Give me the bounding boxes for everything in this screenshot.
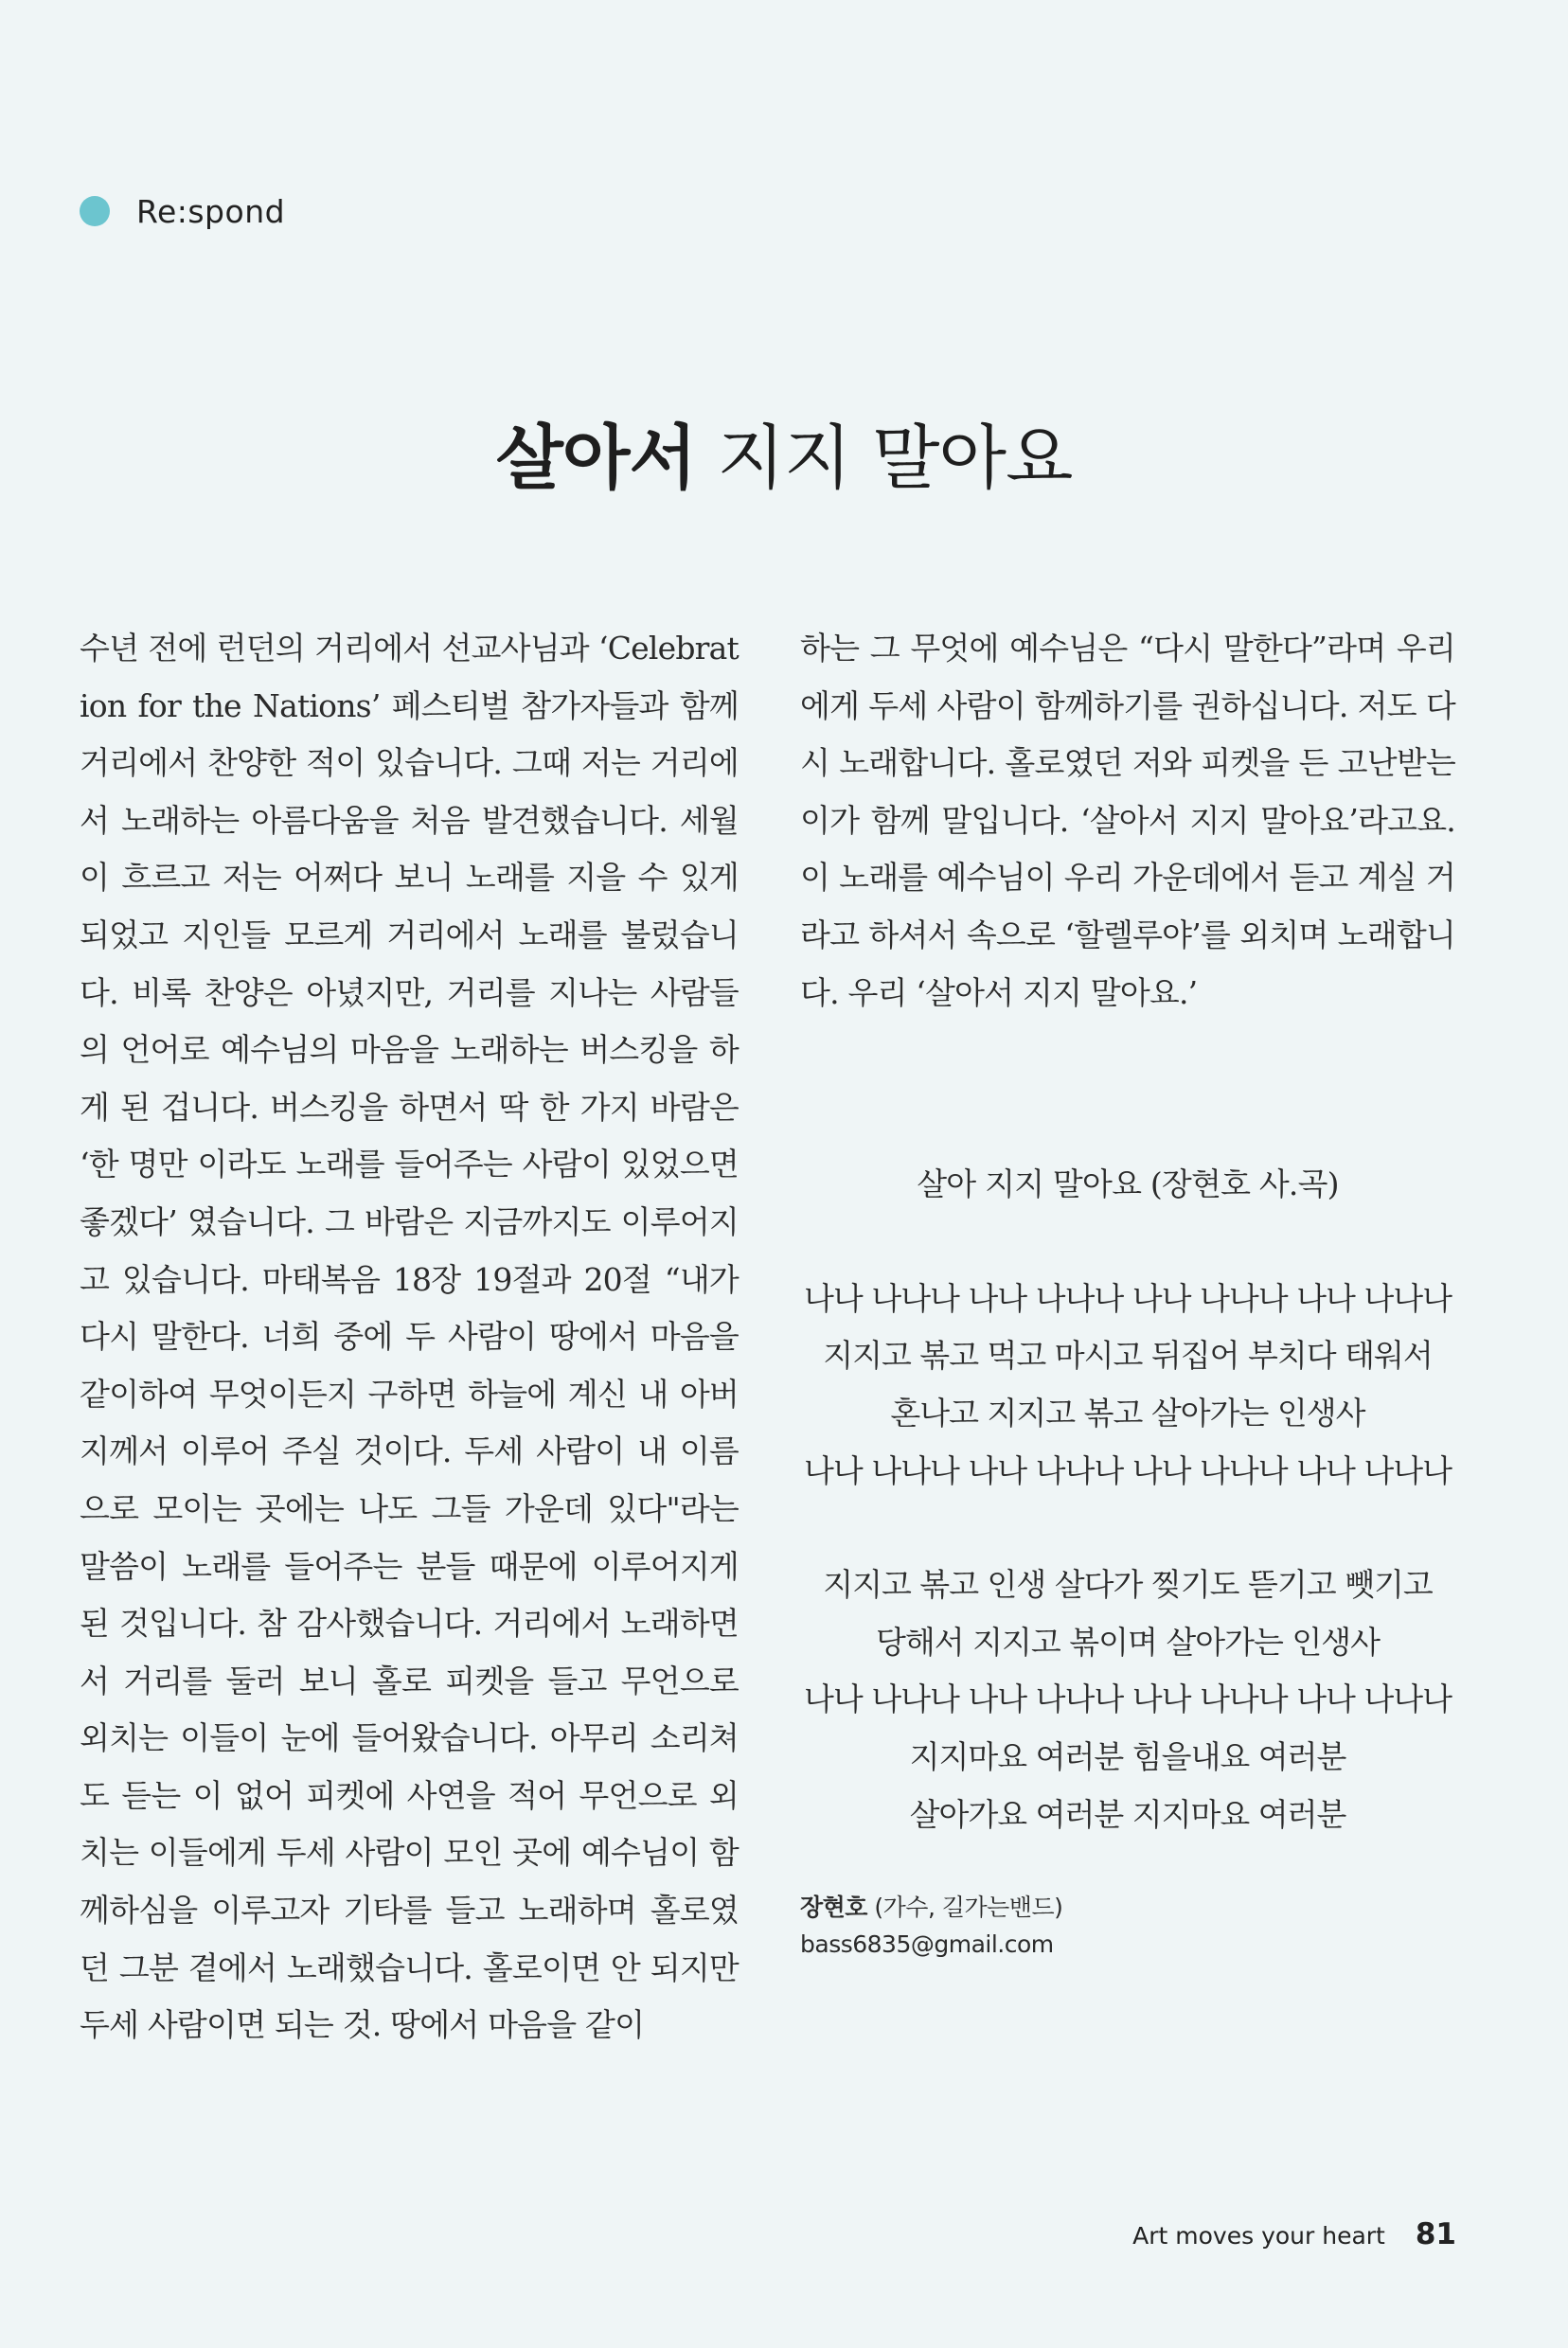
author-role: (가수, 길가는밴드) (874, 1894, 1063, 1922)
author-byline (800, 1889, 1455, 1926)
page-number: 81 (1415, 2217, 1456, 2251)
footer-tagline: Art moves your heart (1132, 2222, 1385, 2250)
author-email[interactable]: bass6835@gmail.com (800, 1930, 1054, 1959)
lyric-line: 나나 나나나 나나 나나나 나나 나나나 나나 나나나 (804, 1451, 1452, 1489)
article-title (0, 402, 1568, 503)
lyrics-title: 살아 지지 말아요 (장현호 사.곡) (917, 1165, 1339, 1203)
article-body-right: 하는 그 무엇에 예수님은 “다시 말한다”라며 우리에게 두세 사람이 함께하기를 권하십니다. 저도 다시 노래합니다. 홀로였던 저와 피켓을 든 고난받는 이가 함께 말입니다. ‘살아서 지지 말아요’라고요. 이 노래를 예수님이 우리 가운데에서 듣고 계실 거라고 하셔서 속으로 ‘할렐루야’를 외치며 노래합니다. 우리 ‘살아서 지지 말아요.’ (800, 630, 1455, 1011)
lyric-line: 지지마요 여러분 힘을내요 여러분 (909, 1737, 1346, 1775)
page-footer (1132, 2217, 1456, 2251)
article-title-rest: 지지 말아요 (695, 418, 1073, 499)
lyrics-verse-1 (800, 1271, 1455, 1500)
author-name: 장현호 (800, 1894, 867, 1922)
lyric-line: 살아가요 여러분 지지마요 여러분 (909, 1795, 1346, 1833)
lyric-line: 혼나고 지지고 볶고 살아가는 인생사 (890, 1394, 1365, 1432)
section-label: Re:spond (136, 192, 286, 230)
lyric-line: 나나 나나나 나나 나나나 나나 나나나 나나 나나나 (804, 1681, 1452, 1718)
lyrics-verse-2 (800, 1556, 1455, 1843)
lyric-line: 당해서 지지고 볶이며 살아가는 인생사 (875, 1623, 1380, 1661)
lyric-line: 나나 나나나 나나 나나나 나나 나나나 나나 나나나 (804, 1279, 1452, 1317)
right-column (800, 620, 1455, 1963)
article-title-bold: 살아서 (495, 418, 696, 499)
lyric-line: 지지고 볶고 인생 살다가 찢기도 뜯기고 뺏기고 (823, 1566, 1433, 1604)
lyric-line: 지지고 볶고 먹고 마시고 뒤집어 부치다 태워서 (823, 1337, 1433, 1375)
section-dot-icon (80, 196, 110, 226)
article-body-left: 수년 전에 런던의 거리에서 선교사님과 ‘Celebration for the Nations’ 페스티벌 참가자들과 함께 거리에서 찬양한 적이 있습니다. 그때 저는 거리에서 노래하는 아름다움을 처음 발견했습니다. 세월이 흐르고 저는 어쩌다 보니 노래를 지을 수 있게 되었고 지인들 모르게 거리에서 노래를 불렀습니다. 비록 찬양은 아녔지만, 거리를 지나는 사람들의 언어로 예수님의 마음을 노래하는 버스킹을 하게 된 겁니다. 버스킹을 하면서 딱 한 가지 바람은 ‘한 명만 이라도 노래를 들어주는 사람이 있었으면 좋겠다’ 였습니다. 그 바람은 지금까지도 이루어지고 있습니다. 마태복음 18장 19절과 20절 “내가 다시 말한다. 너희 중에 두 사람이 땅에서 마음을 같이하여 무엇이든지 구하면 하늘에 계신 내 아버지께서 이루어 주실 것이다. 두세 사람이 내 이름으로 모이는 곳에는 나도 그들 가운데 있다"라는 말씀이 노래를 들어주는 분들 때문에 이루어지게 된 것입니다. 참 감사했습니다. 거리에서 노래하면서 거리를 둘러 보니 홀로 피켓을 들고 무언으로 외치는 이들이 눈에 들어왔습니다. 아무리 소리쳐도 듣는 이 없어 피켓에 사연을 적어 무언으로 외치는 이들에게 두세 사람이 모인 곳에 예수님이 함께하심을 이루고자 기타를 들고 노래하며 홀로였던 그분 곁에서 노래했습니다. 홀로이면 안 되지만 두세 사람이면 되는 것. 땅에서 마음을 같이 (80, 630, 739, 2044)
section-tag (80, 187, 285, 235)
author-info (800, 1889, 1455, 1963)
